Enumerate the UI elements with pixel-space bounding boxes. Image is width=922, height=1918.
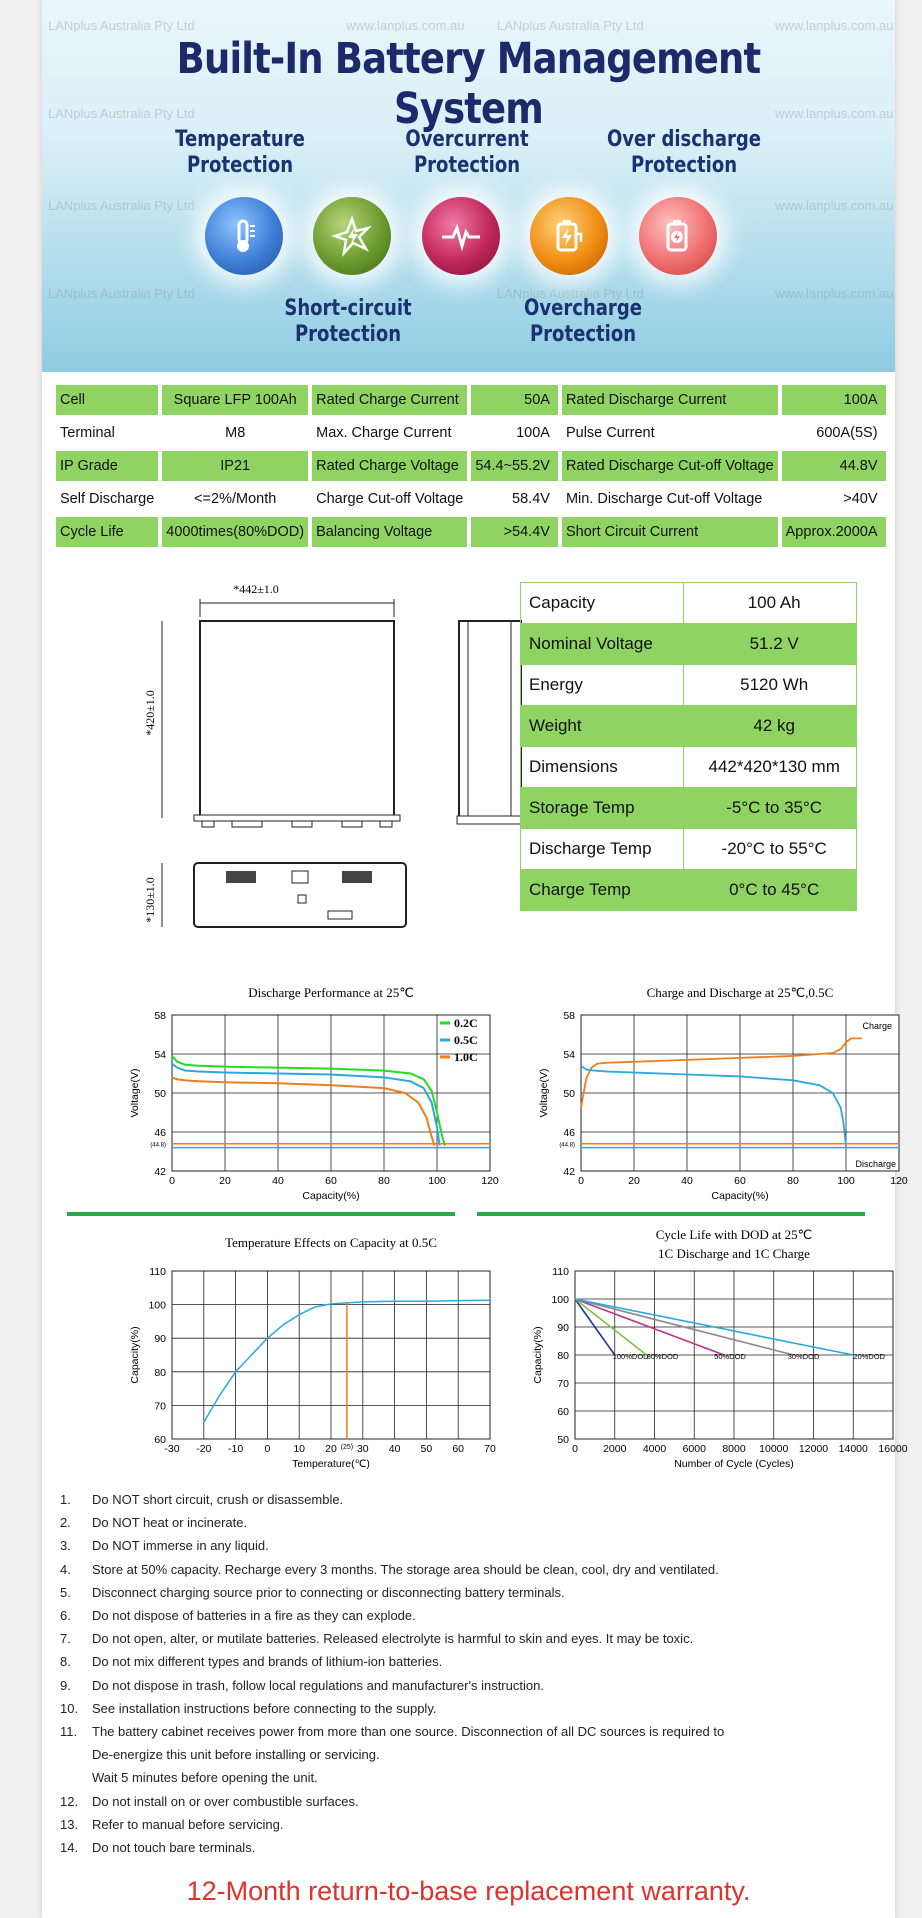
watermark: www.lanplus.com.au (775, 106, 894, 121)
note-text: Do not dispose in trash, follow local regulations and manufacturer's instruction. (92, 1677, 544, 1693)
note-number: 5. (60, 1584, 71, 1600)
capacity-value: 5120 Wh (684, 665, 857, 706)
note-text: Do not open, alter, or mutilate batteries. Released electrolyte is harmful to skin and eyes. It may be toxic. (92, 1631, 694, 1647)
capacity-row (521, 624, 857, 665)
capacity-value: 100 Ah (684, 583, 857, 624)
capacity-value: 42 kg (684, 706, 857, 747)
capacity-table (520, 582, 857, 911)
x-tick-label: 120 (890, 1175, 908, 1187)
spec-value: >40V (843, 491, 878, 507)
y-tick-label: 58 (563, 1010, 575, 1022)
spec-value: 600A(5S) (816, 425, 878, 441)
x-tick-label: 80 (378, 1175, 390, 1187)
y-tick-label: 80 (557, 1350, 569, 1362)
lightning-spark-icon (313, 197, 391, 275)
spec-value: 100A (782, 385, 886, 415)
x-tick-label: 10 (293, 1443, 306, 1455)
x-tick-label: 0 (572, 1443, 578, 1455)
x-tick-label: 120 (481, 1175, 499, 1187)
y-tick-label: 110 (149, 1266, 166, 1278)
spec-label: Rated Charge Current (312, 385, 467, 415)
watermark: www.lanplus.com.au (775, 286, 894, 301)
spec-label: Cycle Life (56, 517, 158, 547)
thermometer-icon (205, 197, 283, 275)
note-number: 13. (60, 1816, 79, 1832)
capacity-row (521, 665, 857, 706)
note-item (60, 1488, 724, 1511)
short-circuit-protection-label: Short-circuit Protection (284, 296, 412, 347)
bms-title: Built-In Battery Management System (176, 34, 761, 134)
note-item (60, 1627, 724, 1650)
y-tick-label: 70 (154, 1400, 166, 1413)
capacity-value: 442*420*130 mm (684, 747, 857, 788)
note-text: Do not install on or over combustible surfaces. (92, 1793, 359, 1809)
dimension-drawing (102, 575, 502, 945)
note-number: 12. (60, 1793, 79, 1809)
x-axis-label: Capacity(%) (302, 1190, 360, 1202)
chart-title: Cycle Life with DOD at 25℃ (655, 1227, 813, 1242)
note-text: Do NOT heat or incinerate. (92, 1515, 248, 1531)
y-tick-label: 90 (557, 1322, 569, 1334)
spec-label: Self Discharge (60, 491, 155, 507)
x-tick-label: 14000 (838, 1443, 868, 1455)
x-tick-label: 20 (325, 1443, 337, 1455)
note-item (60, 1558, 724, 1581)
capacity-value: -5°C to 35°C (684, 788, 857, 829)
discharge-performance-chart (70, 982, 499, 1207)
capacity-label: Energy (521, 665, 684, 706)
spec-label: Pulse Current (565, 425, 655, 441)
series-label: 50%DOD (714, 1352, 746, 1362)
spec-row (56, 517, 886, 547)
watermark: LANplus Australia Pty Ltd (497, 18, 644, 33)
spec-label: Rated Charge Voltage (312, 451, 467, 481)
x-tick-label: -30 (164, 1443, 180, 1455)
x-tick-label: 10000 (759, 1443, 789, 1455)
watermark: LANplus Australia Pty Ltd (48, 286, 195, 301)
note-number: 10. (60, 1700, 79, 1716)
capacity-label: Nominal Voltage (521, 624, 684, 665)
spec-label: Terminal (60, 425, 115, 441)
y-tick-label: 90 (154, 1333, 166, 1346)
spec-value: Square LFP 100Ah (162, 385, 308, 415)
note-item (60, 1836, 724, 1859)
annotation-label: Discharge (855, 1159, 896, 1169)
note-number: 1. (60, 1492, 71, 1507)
x-tick-label: 100 (837, 1175, 855, 1187)
x-tick-label: 12000 (798, 1443, 829, 1455)
y-tick-label: 100 (551, 1294, 569, 1306)
note-text: Do NOT short circuit, crush or disassemble. (92, 1492, 344, 1507)
capacity-label: Discharge Temp (521, 829, 684, 870)
spec-table (52, 382, 890, 550)
capacity-value: -20°C to 55°C (684, 829, 857, 870)
temperature-protection-label: Temperature Protection (175, 127, 305, 178)
y-tick-label: 60 (154, 1434, 166, 1446)
depth-dimension-label: *130±1.0 (143, 877, 157, 923)
safety-notes (60, 1488, 724, 1859)
note-item (60, 1743, 724, 1766)
y-axis-label: Capacity(%) (129, 1326, 141, 1384)
note-number: 9. (60, 1677, 71, 1693)
height-dimension-label: *420±1.0 (143, 690, 157, 736)
capacity-row (521, 870, 857, 911)
y-tick-label: 50 (557, 1434, 569, 1446)
note-item (60, 1511, 724, 1534)
capacity-value: 51.2 V (684, 624, 857, 665)
cycle-life-chart (479, 1222, 908, 1470)
charge-discharge-chart (479, 982, 908, 1207)
capacity-label: Dimensions (521, 747, 684, 788)
y-tick-label: 70 (557, 1378, 569, 1390)
spec-value: 100A (516, 425, 550, 441)
y-tick-label: 100 (148, 1299, 166, 1312)
note-text: Do NOT immerse in any liquid. (92, 1538, 269, 1554)
x-tick-label: 80 (787, 1175, 799, 1187)
section-divider (67, 1212, 455, 1216)
watermark: LANplus Australia Pty Ltd (48, 18, 195, 33)
x-tick-label: -20 (196, 1443, 212, 1455)
spec-value: 58.4V (512, 491, 550, 507)
spec-label: Rated Discharge Cut-off Voltage (562, 451, 778, 481)
note-number: 6. (60, 1608, 71, 1624)
series-label: 100%DOD (612, 1352, 649, 1362)
spec-row (56, 451, 886, 481)
spec-label: Min. Discharge Cut-off Voltage (565, 491, 763, 507)
series-label: 80%DOD (646, 1352, 679, 1362)
watermark: LANplus Australia Pty Ltd (48, 106, 195, 121)
x-axis-label: Temperature(℃) (292, 1458, 370, 1470)
note-number: 4. (60, 1561, 71, 1577)
note-text: De-energize this unit before installing or servicing. (92, 1747, 380, 1763)
y-tick-label: 50 (563, 1088, 575, 1100)
x-tick-label: 6000 (682, 1443, 706, 1455)
note-number: 8. (60, 1654, 71, 1670)
capacity-label: Charge Temp (521, 870, 684, 911)
chart-title: Charge and Discharge at 25℃,0.5C (646, 985, 834, 1000)
note-number: 2. (60, 1515, 71, 1531)
spec-label: Charge Cut-off Voltage (316, 491, 464, 507)
note-item (60, 1766, 724, 1789)
x-tick-label: 40 (272, 1175, 284, 1187)
watermark: www.lanplus.com.au (775, 18, 894, 33)
spec-value: Approx.2000A (782, 517, 886, 547)
temperature-capacity-chart (70, 1228, 496, 1476)
over-discharge-protection-label: Over discharge Protection (606, 127, 762, 178)
spec-value: 4000times(80%DOD) (162, 517, 308, 547)
note-text: Refer to manual before servicing. (92, 1816, 284, 1832)
chart-title: Discharge Performance at 25℃ (248, 985, 414, 1000)
x-tick-label: 8000 (722, 1443, 746, 1455)
x-tick-label: 20 (219, 1175, 231, 1187)
spec-value: <=2%/Month (194, 491, 277, 507)
spec-label: IP Grade (56, 451, 158, 481)
capacity-row (521, 583, 857, 624)
note-item (60, 1674, 724, 1697)
y-tick-label: 60 (557, 1406, 569, 1418)
note-text: See installation instructions before connecting to the supply. (92, 1700, 437, 1716)
y-tick-label: 42 (154, 1166, 166, 1178)
battery-charge-icon (530, 197, 608, 275)
watermark: LANplus Australia Pty Ltd (497, 286, 644, 301)
y-tick-label: (44.8) (559, 1142, 575, 1149)
legend-label: 1.0C (454, 1050, 478, 1064)
x-tick-label: 4000 (642, 1443, 667, 1455)
x-axis-label: Number of Cycle (Cycles) (674, 1458, 794, 1470)
note-item (60, 1604, 724, 1627)
y-tick-label: (44.8) (150, 1142, 166, 1149)
y-tick-label: 46 (563, 1127, 575, 1139)
x-tick-label: 60 (452, 1443, 465, 1455)
x-tick-label: 60 (734, 1175, 746, 1187)
capacity-label: Storage Temp (521, 788, 684, 829)
annotation-label: Charge (862, 1021, 892, 1031)
capacity-row (521, 788, 857, 829)
y-tick-label: 80 (154, 1366, 166, 1379)
note-text: Do not dispose of batteries in a fire as they can explode. (92, 1608, 416, 1624)
spec-row (56, 385, 886, 415)
x-tick-label: 0 (264, 1443, 271, 1455)
note-text: Wait 5 minutes before opening the unit. (92, 1770, 318, 1786)
spec-value: 44.8V (782, 451, 886, 481)
x-tick-label: -10 (228, 1443, 244, 1455)
x-tick-label: 100 (428, 1175, 446, 1187)
x-tick-label: 40 (388, 1443, 401, 1455)
spec-value: 54.4~55.2V (471, 451, 558, 481)
x-tick-label: 50 (420, 1443, 433, 1455)
note-item (60, 1790, 724, 1813)
series-label: 20%DOD (853, 1352, 885, 1362)
note-item (60, 1813, 724, 1836)
note-item (60, 1534, 724, 1557)
spec-row (56, 418, 886, 448)
note-item (60, 1650, 724, 1673)
series-label: 30%DOD (787, 1352, 820, 1362)
note-number: 3. (60, 1538, 71, 1554)
note-text: Store at 50% capacity. Recharge every 3 months. The storage area should be clean, cool, dry and ventilated. (92, 1561, 719, 1577)
capacity-value: 0°C to 45°C (684, 870, 857, 911)
note-item (60, 1581, 724, 1604)
x-tick-label: 16000 (878, 1443, 908, 1455)
x-tick-label: 30 (356, 1443, 369, 1455)
watermark: www.lanplus.com.au (346, 18, 465, 33)
y-tick-label: 58 (154, 1010, 166, 1022)
x-tick-label: 0 (578, 1175, 584, 1187)
y-tick-label: 54 (563, 1049, 575, 1061)
spec-row (56, 484, 886, 514)
spec-value: >54.4V (471, 517, 558, 547)
chart-subtitle: 1C Discharge and 1C Charge (658, 1246, 810, 1261)
y-tick-label: 50 (154, 1088, 166, 1100)
overcurrent-protection-label: Overcurrent Protection (405, 127, 529, 178)
spec-label: Max. Charge Current (316, 425, 452, 441)
legend-label: 0.5C (454, 1033, 478, 1047)
x-tick-label: 60 (325, 1175, 337, 1187)
spec-value: IP21 (162, 451, 308, 481)
note-text: The battery cabinet receives power from more than one source. Disconnection of all DC sources is required to (92, 1724, 725, 1740)
x-tick-label: 40 (681, 1175, 693, 1187)
y-axis-label: Voltage(V) (129, 1068, 141, 1118)
spec-label: Cell (56, 385, 158, 415)
spec-value: M8 (225, 425, 246, 441)
y-tick-label: 54 (154, 1049, 166, 1061)
pulse-icon (422, 197, 500, 275)
x-tick-label: 2000 (603, 1443, 627, 1455)
y-tick-label: 42 (563, 1166, 575, 1178)
y-axis-label: Capacity(%) (532, 1326, 544, 1384)
spec-label: Rated Discharge Current (562, 385, 778, 415)
watermark: LANplus Australia Pty Ltd (48, 198, 195, 213)
y-tick-label: 46 (154, 1127, 166, 1139)
capacity-label: Weight (521, 706, 684, 747)
x-tick-label: (25) (340, 1444, 354, 1451)
y-axis-label: Voltage(V) (538, 1068, 550, 1118)
capacity-row (521, 747, 857, 788)
bms-banner (42, 0, 895, 372)
legend-label: 0.2C (454, 1016, 478, 1030)
x-tick-label: 0 (169, 1175, 175, 1187)
note-item (60, 1697, 724, 1720)
x-tick-label: 20 (628, 1175, 640, 1187)
x-axis-label: Capacity(%) (711, 1190, 769, 1202)
overcharge-protection-label: Overcharge Protection (523, 296, 642, 347)
note-number: 11. (60, 1724, 78, 1740)
watermark: www.lanplus.com.au (775, 198, 894, 213)
note-text: Do not touch bare terminals. (92, 1840, 256, 1856)
capacity-row (521, 829, 857, 870)
product-page (42, 0, 908, 1918)
x-tick-label: 70 (484, 1443, 496, 1455)
width-dimension-label: *442±1.0 (233, 582, 279, 596)
capacity-row (521, 706, 857, 747)
spec-value: 50A (471, 385, 558, 415)
warranty-text: 12-Month return-to-base replacement warranty. (186, 1876, 751, 1906)
spec-label: Short Circuit Current (562, 517, 778, 547)
note-text: Disconnect charging source prior to connecting or disconnecting battery terminals. (92, 1584, 565, 1600)
chart-title: Temperature Effects on Capacity at 0.5C (225, 1235, 437, 1250)
note-number: 14. (60, 1840, 79, 1856)
spec-label: Balancing Voltage (312, 517, 467, 547)
y-tick-label: 110 (552, 1266, 569, 1278)
note-number: 7. (60, 1631, 71, 1647)
note-item (60, 1720, 724, 1743)
note-text: Do not mix different types and brands of lithium-ion batteries. (92, 1654, 443, 1670)
battery-discharge-icon (639, 197, 717, 275)
capacity-label: Capacity (521, 583, 684, 624)
section-divider (477, 1212, 865, 1216)
